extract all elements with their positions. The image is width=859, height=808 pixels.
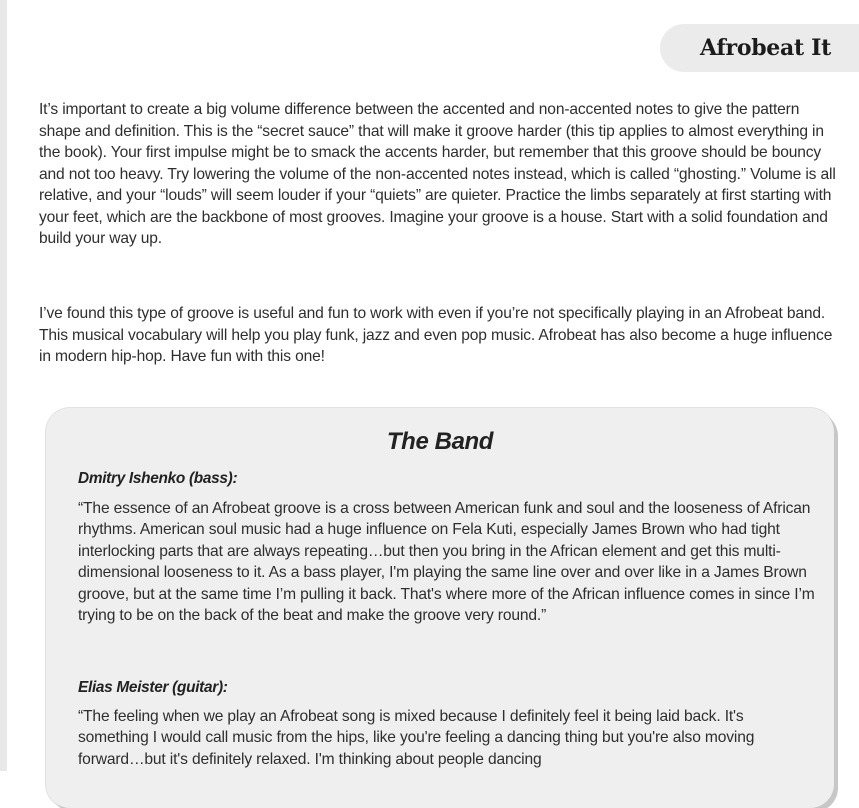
body-paragraph-2: I’ve found this type of groove is useful and fun to work with even if you’re not specifically playing in an Afrobeat band. This musical vocabulary will help you play funk, jazz and even pop music. Afrobeat has also become a huge influence in modern hip-hop. Have fun with this one! (39, 305, 833, 365)
band-member-quote: “The feeling when we play an Afrobeat song is mixed because I definitely feel it being laid back. It's something I would call music from the hips, like you're feeling a dancing thing but you're also moving forward…but it's definitely relaxed. I'm thinking about people dancing (78, 708, 755, 768)
band-member-name: Dmitry Ishenko (bass): (78, 470, 238, 487)
band-box-title: The Band (386, 428, 494, 455)
band-member-quote: “The essence of an Afrobeat groove is a cross between American funk and soul and the looseness of African rhythms. American soul music had a huge influence on Fela Kuti, especially James Brown who had tight interlocking parts that are always repeating…but then you bring in the African element and get this multi-dimensional looseness to it. As a bass player, I'm playing the same line over and over like in a James Brown groove, but at the same time I’m pulling it back. That's where more of the African influence comes in since I’m trying to be on the back of the beat and make the groove very round.” (78, 500, 815, 625)
band-sidebar-box (46, 408, 834, 808)
page-left-margin-bar (0, 0, 7, 771)
chapter-title-tab (660, 24, 859, 72)
body-paragraph-1: It’s important to create a big volume difference between the accented and non-accented notes to give the pattern shape and definition. This is the “secret sauce” that will make it groove harder (this tip applies to almost everything in the book). Your first impulse might be to smack the accents harder, but remember that this groove should be bouncy and not too heavy. Try lowering the volume of the non-accented notes instead, which is called “ghosting.” Volume is all relative, and your “louds” will seem louder if your “quiets” are quieter. Practice the limbs separately at first starting with your feet, which are the backbone of most grooves. Imagine your groove is a house. Start with a solid foundation and build your way up. (39, 101, 836, 247)
chapter-title: Afrobeat It (700, 35, 832, 61)
band-member-name: Elias Meister (guitar): (78, 679, 228, 696)
